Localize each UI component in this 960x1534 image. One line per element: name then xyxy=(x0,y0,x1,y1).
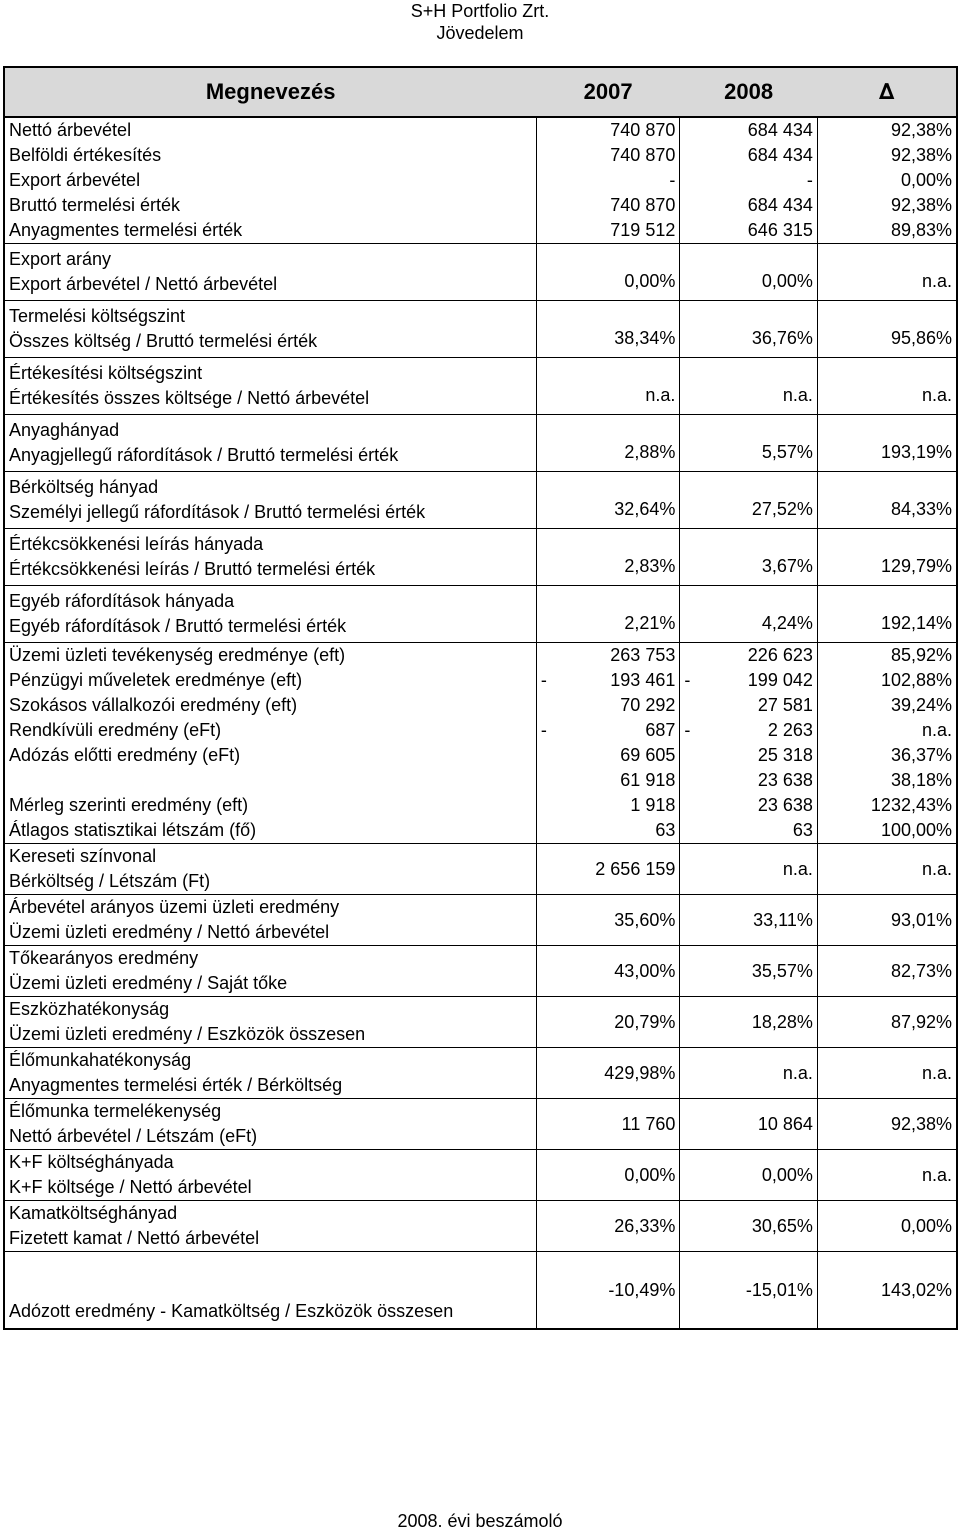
value-delta: n.a. xyxy=(921,720,952,740)
value-2008: n.a. xyxy=(680,844,818,895)
amount: 25 318 xyxy=(757,745,813,765)
row-label xyxy=(4,358,536,415)
table-row xyxy=(4,586,957,643)
row-label: Mérleg szerinti eredmény (eft) xyxy=(4,793,536,818)
table-row xyxy=(4,415,957,472)
row-label: Nettó árbevétel xyxy=(4,117,536,143)
table-row xyxy=(4,793,957,818)
value-2008 xyxy=(680,718,818,743)
row-label xyxy=(4,997,536,1048)
value-2007: 740 870 xyxy=(536,143,680,168)
value-2008: n.a. xyxy=(680,1048,818,1099)
table-row xyxy=(4,844,957,895)
value-2007: - xyxy=(536,168,680,193)
row-label xyxy=(4,1048,536,1099)
row-label xyxy=(4,1201,536,1252)
ratio-formula: Anyagmentes termelési érték / Bérköltség xyxy=(9,1075,343,1095)
value-2008 xyxy=(680,768,818,793)
row-label xyxy=(4,844,536,895)
value-2008 xyxy=(680,693,818,718)
value-2008: 36,76% xyxy=(680,301,818,358)
value-delta: 95,86% xyxy=(817,301,957,358)
ratio-formula: Üzemi üzleti eredmény / Nettó árbevétel xyxy=(9,922,330,942)
sign: - xyxy=(540,720,547,740)
row-label xyxy=(4,529,536,586)
value-delta: 1232,43% xyxy=(870,795,952,815)
value-2007: 26,33% xyxy=(536,1201,680,1252)
value-2008 xyxy=(680,643,818,669)
value-2008 xyxy=(680,668,818,693)
value-2008 xyxy=(680,818,818,844)
table-row xyxy=(4,168,957,193)
amount: 23 638 xyxy=(757,795,813,815)
value-2008 xyxy=(680,793,818,818)
ratio-name: Export arány xyxy=(9,249,112,269)
report-subtitle: Jövedelem xyxy=(436,23,524,43)
page-footer: 2008. évi beszámoló xyxy=(397,1511,563,1531)
row-label: Átlagos statisztikai létszám (fő) xyxy=(4,818,536,844)
value-2007 xyxy=(536,668,680,693)
value-2008: 5,57% xyxy=(680,415,818,472)
ratio-name: Kereseti színvonal xyxy=(9,846,157,866)
value-delta: 92,38% xyxy=(817,1099,957,1150)
ratio-name: Értékcsökkenési leírás hányada xyxy=(9,534,264,554)
ratio-name: Árbevétel arányos üzemi üzleti eredmény xyxy=(9,897,340,917)
value-2007: 2 656 159 xyxy=(536,844,680,895)
ratio-name: Kamatköltséghányad xyxy=(9,1203,178,1223)
value-2008: 684 434 xyxy=(680,117,818,143)
row-label xyxy=(4,768,536,793)
sign: - xyxy=(684,670,691,690)
ratio-formula: Összes költség / Bruttó termelési érték xyxy=(9,331,318,351)
value-2007: 429,98% xyxy=(536,1048,680,1099)
value-2007: 35,60% xyxy=(536,895,680,946)
row-label: Pénzügyi műveletek eredménye (eft) xyxy=(4,668,536,693)
value-2008: 33,11% xyxy=(680,895,818,946)
value-2007: 2,21% xyxy=(536,586,680,643)
value-2007 xyxy=(536,718,680,743)
table-row xyxy=(4,244,957,301)
table-row xyxy=(4,301,957,358)
value-2008: 684 434 xyxy=(680,143,818,168)
value-2008: 0,00% xyxy=(680,244,818,301)
table-row xyxy=(4,668,957,693)
ratio-formula: Export árbevétel / Nettó árbevétel xyxy=(9,274,278,294)
ratio-name: Anyaghányad xyxy=(9,420,120,440)
value-delta: 39,24% xyxy=(890,695,952,715)
row-label xyxy=(4,244,536,301)
value-2007 xyxy=(536,793,680,818)
value-delta: 0,00% xyxy=(900,170,952,190)
row-label: Szokásos vállalkozói eredmény (eft) xyxy=(4,693,536,718)
ratio-name: Értékesítési költségszint xyxy=(9,363,203,383)
amount: 226 623 xyxy=(747,645,813,665)
value-2007: 43,00% xyxy=(536,946,680,997)
table-row xyxy=(4,218,957,244)
table-row xyxy=(4,1150,957,1201)
value-2008: 4,24% xyxy=(680,586,818,643)
value-delta: 82,73% xyxy=(817,946,957,997)
value-2007: 2,88% xyxy=(536,415,680,472)
table-row xyxy=(4,818,957,844)
table-row xyxy=(4,743,957,768)
table-row xyxy=(4,768,957,793)
value-2008: 35,57% xyxy=(680,946,818,997)
value-2008: 27,52% xyxy=(680,472,818,529)
value-2007 xyxy=(536,743,680,768)
value-2007 xyxy=(536,643,680,669)
value-2007: 0,00% xyxy=(536,244,680,301)
amount: 199 042 xyxy=(747,670,813,690)
value-2007: 0,00% xyxy=(536,1150,680,1201)
value-delta: 89,83% xyxy=(890,220,952,240)
value-delta: n.a. xyxy=(817,358,957,415)
row-label: Anyagmentes termelési érték xyxy=(4,218,536,244)
amount: 27 581 xyxy=(757,695,813,715)
value-2007: 719 512 xyxy=(536,218,680,244)
value-delta: 92,38% xyxy=(890,120,952,140)
table-row xyxy=(4,358,957,415)
value-2007: n.a. xyxy=(536,358,680,415)
col-header-2007: 2007 xyxy=(536,67,680,117)
amount: 63 xyxy=(655,820,676,840)
amount: 193 461 xyxy=(610,670,676,690)
amount: 2 263 xyxy=(767,720,813,740)
value-2008: 10 864 xyxy=(680,1099,818,1150)
table-row xyxy=(4,1099,957,1150)
value-delta: 100,00% xyxy=(880,820,952,840)
value-delta: 93,01% xyxy=(817,895,957,946)
amount: 63 xyxy=(792,820,813,840)
value-delta: 84,33% xyxy=(817,472,957,529)
amount: 23 638 xyxy=(757,770,813,790)
value-2007: 740 870 xyxy=(536,117,680,143)
ratio-name: Élőmunka termelékenység xyxy=(9,1101,222,1121)
table-row xyxy=(4,529,957,586)
row-label xyxy=(4,301,536,358)
table-header-row xyxy=(4,67,957,117)
row-label: Belföldi értékesítés xyxy=(4,143,536,168)
sign: - xyxy=(684,720,691,740)
ratio-formula: Személyi jellegű ráfordítások / Bruttó termelési érték xyxy=(9,502,426,522)
ratio-formula: Fizetett kamat / Nettó árbevétel xyxy=(9,1228,260,1248)
row-label: Adózott eredmény - Kamatköltség / Eszközök összesen xyxy=(4,1252,536,1330)
value-2007 xyxy=(536,818,680,844)
value-delta: n.a. xyxy=(817,244,957,301)
table-row xyxy=(4,997,957,1048)
col-header-delta: ∆ xyxy=(817,67,957,117)
value-2008: 684 434 xyxy=(680,193,818,218)
row-label: Rendkívüli eredmény (eFt) xyxy=(4,718,536,743)
value-2007: -10,49% xyxy=(536,1252,680,1330)
value-2008: 646 315 xyxy=(680,218,818,244)
value-2008 xyxy=(680,743,818,768)
value-2008: n.a. xyxy=(680,358,818,415)
amount: 70 292 xyxy=(620,695,676,715)
value-delta: n.a. xyxy=(817,1048,957,1099)
ratio-formula: Üzemi üzleti eredmény / Eszközök összesen xyxy=(9,1024,366,1044)
company-name: S+H Portfolio Zrt. xyxy=(410,1,550,21)
row-label xyxy=(4,586,536,643)
value-delta: 143,02% xyxy=(817,1252,957,1330)
ratio-formula: K+F költsége / Nettó árbevétel xyxy=(9,1177,252,1197)
value-2007: 11 760 xyxy=(536,1099,680,1150)
ratio-formula: Nettó árbevétel / Létszám (eFt) xyxy=(9,1126,258,1146)
amount: 61 918 xyxy=(620,770,676,790)
row-label: Adózás előtti eredmény (eFt) xyxy=(4,743,536,768)
value-delta: 92,38% xyxy=(890,195,952,215)
table-row xyxy=(4,643,957,669)
value-2007: 32,64% xyxy=(536,472,680,529)
value-delta: n.a. xyxy=(817,844,957,895)
income-table xyxy=(3,66,958,1330)
value-2007: 740 870 xyxy=(536,193,680,218)
table-row xyxy=(4,143,957,168)
row-label xyxy=(4,472,536,529)
col-header-2008: 2008 xyxy=(680,67,818,117)
row-label xyxy=(4,946,536,997)
ratio-name: Bérköltség hányad xyxy=(9,477,159,497)
table-row xyxy=(4,946,957,997)
value-2007 xyxy=(536,768,680,793)
ratio-name: Termelési költségszint xyxy=(9,306,186,326)
col-header-name: Megnevezés xyxy=(4,67,536,117)
value-2007: 38,34% xyxy=(536,301,680,358)
table-row xyxy=(4,472,957,529)
value-2008: - xyxy=(680,168,818,193)
ratio-name: Élőmunkahatékonyság xyxy=(9,1050,192,1070)
ratio-formula: Bérköltség / Létszám (Ft) xyxy=(9,871,211,891)
value-delta: 192,14% xyxy=(817,586,957,643)
row-label xyxy=(4,415,536,472)
value-delta: 36,37% xyxy=(890,745,952,765)
table-row xyxy=(4,1048,957,1099)
ratio-formula: Anyagjellegű ráfordítások / Bruttó termelési érték xyxy=(9,445,399,465)
sign: - xyxy=(540,670,547,690)
table-row xyxy=(4,117,957,143)
value-2008: 0,00% xyxy=(680,1150,818,1201)
row-label xyxy=(4,1150,536,1201)
table-row xyxy=(4,1252,957,1330)
value-delta: n.a. xyxy=(817,1150,957,1201)
ratio-name: Eszközhatékonyság xyxy=(9,999,170,1019)
row-label xyxy=(4,895,536,946)
table-row xyxy=(4,895,957,946)
value-2008: 30,65% xyxy=(680,1201,818,1252)
value-2007: 2,83% xyxy=(536,529,680,586)
amount: 687 xyxy=(645,720,676,740)
value-delta: 85,92% xyxy=(817,643,957,669)
ratio-formula: Egyéb ráfordítások / Bruttó termelési érték xyxy=(9,616,347,636)
value-delta: 102,88% xyxy=(880,670,952,690)
ratio-formula: Értékesítés összes költsége / Nettó árbevétel xyxy=(9,388,370,408)
table-row xyxy=(4,718,957,743)
table-row xyxy=(4,693,957,718)
ratio-formula: Értékcsökkenési leírás / Bruttó termelési érték xyxy=(9,559,376,579)
value-delta: 193,19% xyxy=(817,415,957,472)
value-2008: 18,28% xyxy=(680,997,818,1048)
table-row xyxy=(4,1201,957,1252)
amount: 263 753 xyxy=(610,645,676,665)
table-row xyxy=(4,193,957,218)
row-label xyxy=(4,1099,536,1150)
value-2007 xyxy=(536,693,680,718)
amount: 1 918 xyxy=(630,795,676,815)
value-delta: 129,79% xyxy=(817,529,957,586)
row-label: Bruttó termelési érték xyxy=(4,193,536,218)
value-2008: -15,01% xyxy=(680,1252,818,1330)
value-delta: 38,18% xyxy=(890,770,952,790)
row-label: Export árbevétel xyxy=(4,168,536,193)
value-delta: 92,38% xyxy=(890,145,952,165)
amount: 69 605 xyxy=(620,745,676,765)
value-2008: 3,67% xyxy=(680,529,818,586)
ratio-name: Tőkearányos eredmény xyxy=(9,948,199,968)
value-delta: 0,00% xyxy=(817,1201,957,1252)
value-2007: 20,79% xyxy=(536,997,680,1048)
value-delta: 87,92% xyxy=(817,997,957,1048)
row-label: Üzemi üzleti tevékenység eredménye (eft) xyxy=(4,643,536,669)
ratio-name: K+F költséghányada xyxy=(9,1152,174,1172)
ratio-name: Egyéb ráfordítások hányada xyxy=(9,591,235,611)
ratio-formula: Üzemi üzleti eredmény / Saját tőke xyxy=(9,973,288,993)
